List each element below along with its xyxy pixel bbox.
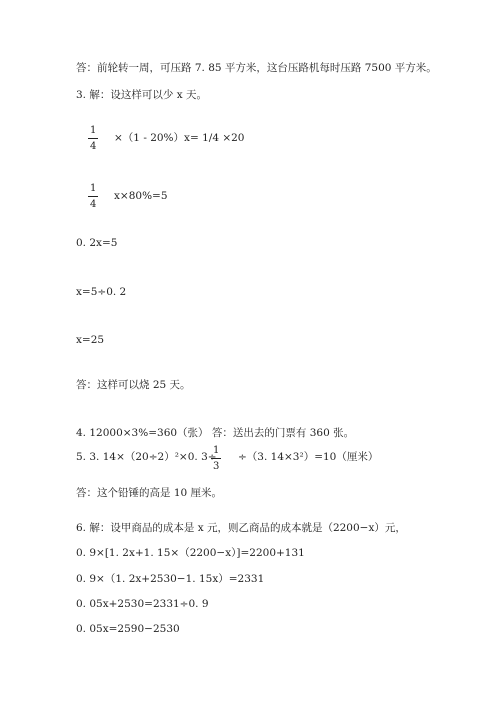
problem-4-line: 4. 12000×3%=360（张） 答：送出去的门票有 360 张。 (76, 427, 355, 439)
fraction-numerator: 1 (90, 183, 97, 194)
answer-line-3: 答：这样可以烧 25 天。 (76, 379, 191, 391)
fraction-bar (211, 458, 221, 459)
equation-line-3: 0. 2x=5 (76, 237, 118, 249)
equation-line-7: 0. 9×（1. 2x+2530−1. 15x）=2331 (76, 573, 265, 585)
equation-line-4: x=5÷0. 2 (76, 286, 127, 298)
fraction-3 (211, 445, 221, 472)
equation-line-9: 0. 05x=2590−2530 (76, 623, 180, 635)
fraction-numerator: 1 (213, 445, 220, 456)
problem-5-line-part2: ÷（3. 14×3²）=10（厘米） (238, 451, 379, 463)
fraction-numerator: 1 (90, 125, 97, 136)
problem-3-heading: 3. 解：设这样可以少 x 天。 (76, 89, 207, 101)
equation-line-8: 0. 05x+2530=2331÷0. 9 (76, 598, 209, 610)
fraction-bar (88, 138, 98, 139)
fraction-2 (88, 183, 98, 210)
equation-line-6: 0. 9×[1. 2x+1. 15×（2200−x）]=2200+131 (76, 547, 305, 559)
answer-line-5: 答：这个铅锤的高是 10 厘米。 (76, 487, 223, 499)
fraction-denominator: 3 (213, 461, 220, 472)
fraction-1 (88, 125, 98, 152)
answer-line-1: 答：前轮转一周，可压路 7. 85 平方米，这台压路机每时压路 7500 平方米。 (76, 62, 437, 74)
equation-line-2: x×80%=5 (114, 190, 168, 202)
equation-line-5: x=25 (76, 334, 105, 346)
problem-6-heading: 6. 解：设甲商品的成本是 x 元，则乙商品的成本就是（2200−x）元， (76, 522, 406, 534)
equation-line-1: ×（1 - 20%）x= 1/4 ×20 (114, 132, 245, 144)
fraction-bar (88, 196, 98, 197)
fraction-denominator: 4 (90, 199, 97, 210)
problem-5-line-part1: 5. 3. 14×（20÷2）²×0. 3÷ (76, 451, 217, 463)
fraction-denominator: 4 (90, 141, 97, 152)
